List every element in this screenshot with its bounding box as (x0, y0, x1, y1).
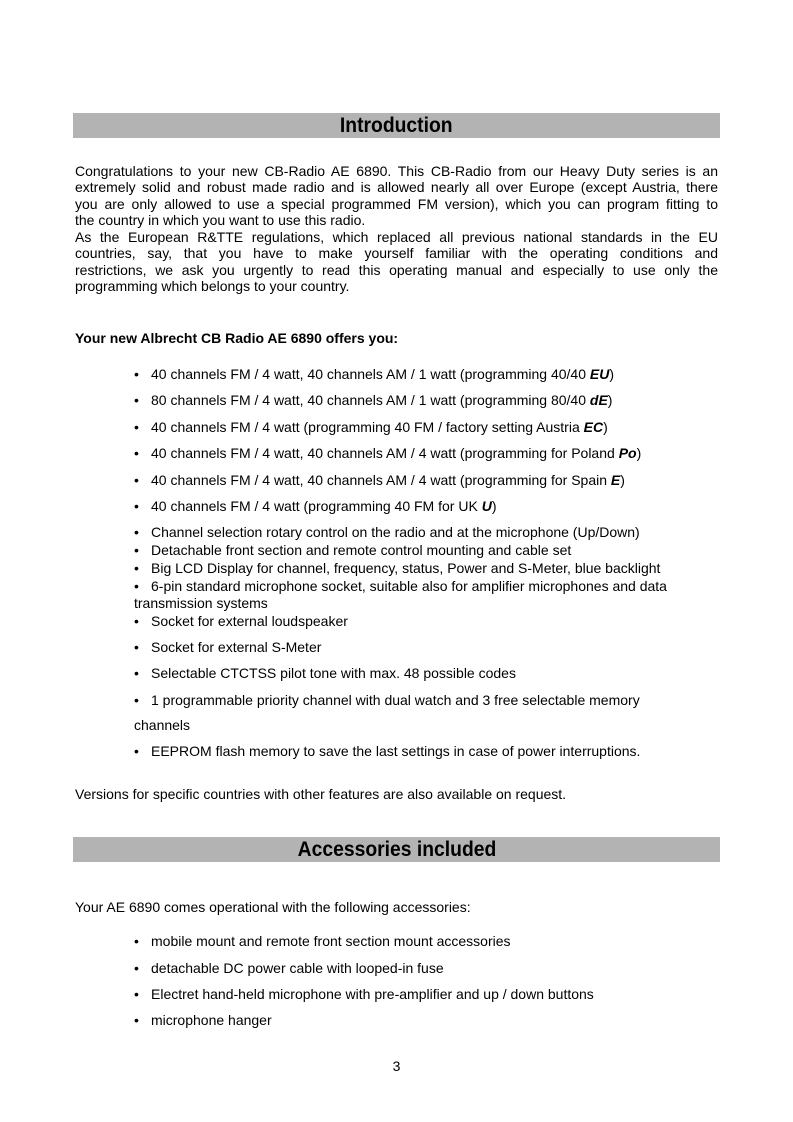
list-item: • 40 channels FM / 4 watt, 40 channels AM / 4 watt (programming for Spain E) (134, 472, 625, 488)
accessories-heading: Accessories included (297, 838, 496, 861)
list-item: • 40 channels FM / 4 watt, 40 channels AM / 1 watt (programming 40/40 EU) (134, 366, 615, 382)
page-number: 3 (392, 1058, 401, 1074)
list-item: • 40 channels FM / 4 watt (programming 40 FM / factory setting Austria EC) (134, 419, 608, 435)
intro-line: the country in which you want to use this radio. (75, 212, 366, 228)
list-item: • 40 channels FM / 4 watt, 40 channels AM / 4 watt (programming for Poland Po) (134, 445, 642, 461)
introduction-heading-bar (73, 113, 720, 138)
accessories-lead: Your AE 6890 comes operational with the following accessories: (75, 899, 471, 915)
list-item: • mobile mount and remote front section mount accessories (134, 933, 511, 949)
intro-line: Congratulations to your new CB-Radio AE 6890. This CB-Radio from our Heavy Duty series is an (75, 163, 718, 179)
intro-line: countries, say, that you have to make yourself familiar with the operating conditions and (75, 245, 718, 261)
intro-line: restrictions, we ask you urgently to read this operating manual and especially to use only the (75, 262, 718, 278)
list-item: • Detachable front section and remote control mounting and cable set (134, 542, 572, 558)
intro-line: extremely solid and robust made radio and is allowed nearly all over Europe (except Austria, there (75, 179, 718, 195)
list-item: • Selectable CTCTSS pilot tone with max. 48 possible codes (134, 665, 516, 681)
list-item: • 40 channels FM / 4 watt (programming 40 FM for UK U) (134, 498, 497, 514)
versions-note: Versions for specific countries with other features are also available on request. (75, 786, 567, 802)
intro-line: As the European R&TTE regulations, which replaced all previous national standards in the EU (75, 229, 718, 245)
list-item: • 80 channels FM / 4 watt, 40 channels AM / 1 watt (programming 80/40 dE) (134, 392, 613, 408)
list-item: • EEPROM flash memory to save the last settings in case of power interruptions. (134, 743, 641, 759)
introduction-heading: Introduction (340, 114, 453, 137)
list-item: • 1 programmable priority channel with dual watch and 3 free selectable memory (134, 692, 640, 708)
accessories-heading-bar (73, 837, 720, 862)
list-item: • Channel selection rotary control on the radio and at the microphone (Up/Down) (134, 524, 640, 540)
intro-line: programming which belongs to your country. (75, 278, 350, 294)
list-item-continuation: channels (134, 717, 191, 733)
list-item: • Socket for external loudspeaker (134, 613, 348, 629)
list-item: • Big LCD Display for channel, frequency, status, Power and S-Meter, blue backlight (134, 560, 661, 576)
list-item: • microphone hanger (134, 1012, 272, 1028)
list-item: • 6-pin standard microphone socket, suitable also for amplifier microphones and data (134, 578, 667, 594)
list-item-continuation: transmission systems (134, 595, 268, 611)
list-item: • detachable DC power cable with looped-in fuse (134, 960, 444, 976)
intro-line: you are only allowed to use a special programmed FM version), which you can program fitting to (75, 196, 718, 212)
offers-heading: Your new Albrecht CB Radio AE 6890 offers you: (75, 330, 399, 346)
list-item: • Electret hand-held microphone with pre-amplifier and up / down buttons (134, 986, 594, 1002)
list-item: • Socket for external S-Meter (134, 639, 322, 655)
